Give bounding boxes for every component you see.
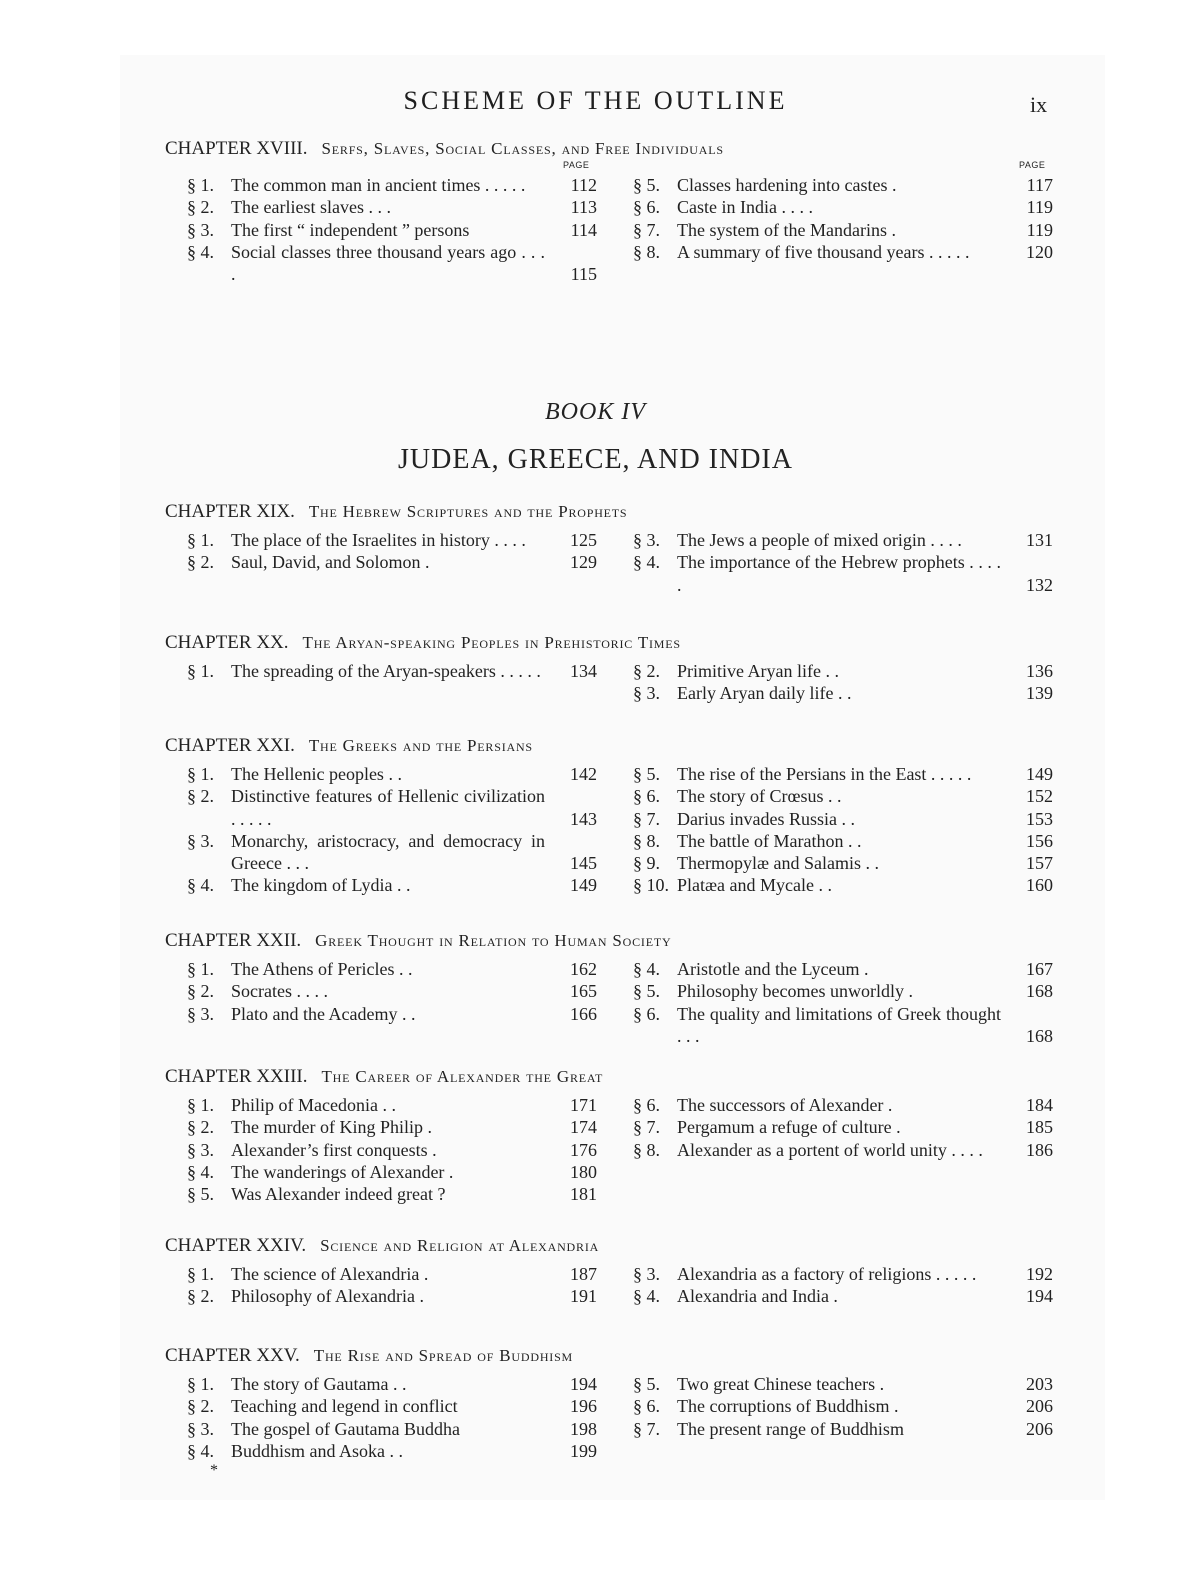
section-page: 157 xyxy=(1026,853,1053,874)
section-page: 153 xyxy=(1026,808,1053,829)
section-mark: § 1. xyxy=(187,661,214,681)
chapter-number: CHAPTER XVIII. xyxy=(165,138,308,159)
section-mark: § 9. xyxy=(633,853,660,874)
section-mark: § 2. xyxy=(187,1286,214,1307)
section-mark: § 2. xyxy=(187,1117,214,1138)
chapter-number: CHAPTER XXI. xyxy=(165,735,295,756)
section-page: 112 xyxy=(570,175,597,195)
chapter-title: The Aryan-speaking Peoples in Prehistoric Times xyxy=(302,633,681,652)
section-mark: § 6. xyxy=(633,786,660,807)
section-title: The earliest slaves . . . xyxy=(231,197,391,218)
section-page: 129 xyxy=(570,552,597,573)
section-title: The Hellenic peoples . . xyxy=(231,764,402,784)
page-column-label: PAGE xyxy=(1019,160,1046,170)
section-title: Caste in India . . . . xyxy=(677,197,813,218)
chapter-heading xyxy=(165,1343,1065,1369)
section-page: 156 xyxy=(1026,830,1053,851)
section-page: 134 xyxy=(570,661,597,681)
section-title: Saul, David, and Solomon . xyxy=(231,552,430,573)
section-title: The science of Alexandria . xyxy=(231,1264,429,1284)
section-title: The story of Crœsus . . xyxy=(677,786,842,807)
toc-entry xyxy=(633,196,1053,218)
section-mark: § 4. xyxy=(633,552,660,573)
section-page: 145 xyxy=(570,853,597,874)
toc-entry xyxy=(187,1285,597,1307)
section-mark: § 3. xyxy=(187,219,214,240)
toc-entry xyxy=(187,958,597,980)
toc-entry xyxy=(633,1139,1053,1161)
section-page: 180 xyxy=(570,1161,597,1182)
toc-column-left xyxy=(187,1094,597,1205)
toc-entry xyxy=(633,785,1053,807)
section-mark: § 1. xyxy=(187,1374,214,1394)
section-title: The battle of Marathon . . xyxy=(677,830,862,851)
toc-entry xyxy=(187,830,597,875)
section-title: Alexandria and India . xyxy=(677,1286,838,1307)
toc-entry xyxy=(633,980,1053,1002)
section-page: 119 xyxy=(1026,197,1053,218)
section-mark: § 3. xyxy=(187,830,214,851)
section-mark: § 1. xyxy=(187,1264,214,1284)
toc-entry xyxy=(633,763,1053,785)
section-title: Alexander’s first conquests . xyxy=(231,1139,437,1160)
section-page: 194 xyxy=(570,1374,597,1394)
section-title: The corruptions of Buddhism . xyxy=(677,1396,899,1417)
section-page: 149 xyxy=(570,875,597,896)
toc-entry xyxy=(633,174,1053,196)
toc-entry xyxy=(187,874,597,896)
toc-column-right xyxy=(633,958,1053,1047)
section-page: 194 xyxy=(1026,1286,1053,1307)
chapter-number: CHAPTER XXV. xyxy=(165,1345,300,1366)
section-mark: § 1. xyxy=(187,175,214,195)
toc-entry xyxy=(187,980,597,1002)
section-page: 142 xyxy=(570,764,597,784)
section-page: 168 xyxy=(1026,981,1053,1002)
section-title: The present range of Buddhism xyxy=(677,1418,904,1439)
section-title: Two great Chinese teachers . xyxy=(677,1374,885,1394)
section-title: The first “ independent ” persons xyxy=(231,219,470,240)
section-mark: § 6. xyxy=(633,1396,660,1417)
toc-entry xyxy=(633,529,1053,551)
toc-entry xyxy=(633,1373,1053,1395)
section-page: 174 xyxy=(570,1117,597,1138)
chapter-title: Serfs, Slaves, Social Classes, and Free Individuals xyxy=(321,139,724,158)
chapter-number: CHAPTER XXIII. xyxy=(165,1066,308,1087)
section-page: 171 xyxy=(570,1095,597,1115)
section-mark: § 5. xyxy=(633,981,660,1002)
section-title: Alexandria as a factory of religions . . . . . xyxy=(677,1264,977,1284)
section-title: The Jews a people of mixed origin . . . . xyxy=(677,530,962,550)
section-title: The murder of King Philip . xyxy=(231,1117,432,1138)
chapter-heading xyxy=(165,733,1065,759)
book-title: JUDEA, GREECE, AND INDIA xyxy=(398,444,793,475)
section-mark: § 2. xyxy=(187,197,214,218)
section-mark: § 3. xyxy=(187,1003,214,1024)
section-mark: § 8. xyxy=(633,241,660,262)
section-mark: § 1. xyxy=(187,764,214,784)
section-title: The story of Gautama . . xyxy=(231,1374,407,1394)
toc-column-left xyxy=(187,174,597,285)
toc-column-left xyxy=(187,529,597,574)
section-title: The rise of the Persians in the East . . . . . xyxy=(677,764,972,784)
section-page: 119 xyxy=(1026,219,1053,240)
section-mark: § 4. xyxy=(633,959,660,979)
toc-entry xyxy=(187,1003,597,1025)
chapter-title: The Greeks and the Persians xyxy=(308,736,533,755)
section-mark: § 5. xyxy=(633,764,660,784)
section-title: Plato and the Academy . . xyxy=(231,1003,416,1024)
chapter-section xyxy=(165,928,1065,1046)
chapter-section xyxy=(165,499,1065,595)
section-page: 113 xyxy=(570,197,597,218)
section-title: Thermopylæ and Salamis . . xyxy=(677,853,879,874)
toc-column-right xyxy=(633,174,1053,263)
section-title: Primitive Aryan life . . xyxy=(677,661,839,681)
section-mark: § 4. xyxy=(187,1161,214,1182)
section-title: Platæa and Mycale . . xyxy=(677,875,832,896)
section-page: 143 xyxy=(570,808,597,829)
section-mark: § 3. xyxy=(187,1139,214,1160)
toc-entry xyxy=(187,1263,597,1285)
section-page: 168 xyxy=(1026,1025,1053,1046)
toc-column-left xyxy=(187,1263,597,1308)
section-page: 117 xyxy=(1026,175,1053,195)
section-page: 125 xyxy=(570,530,597,550)
book-label: BOOK IV xyxy=(545,399,646,425)
section-title: The gospel of Gautama Buddha xyxy=(231,1418,460,1439)
chapter-title: The Career of Alexander the Great xyxy=(321,1067,604,1086)
section-page: 199 xyxy=(570,1440,597,1461)
section-page: 196 xyxy=(570,1396,597,1417)
toc-entry xyxy=(187,1373,597,1395)
section-page: 162 xyxy=(570,959,597,979)
section-page: 206 xyxy=(1026,1396,1053,1417)
chapter-section xyxy=(165,136,1065,285)
section-title: The common man in ancient times . . . . . xyxy=(231,175,526,195)
chapter-heading xyxy=(165,630,1065,656)
section-title: Aristotle and the Lyceum . xyxy=(677,959,869,979)
section-page: 120 xyxy=(1026,241,1053,262)
section-mark: § 10. xyxy=(633,875,669,896)
chapter-title: Science and Religion at Alexandria xyxy=(320,1236,600,1255)
section-title: A summary of five thousand years . . . . . xyxy=(677,241,970,262)
toc-entry xyxy=(187,529,597,551)
toc-entry xyxy=(187,1418,597,1440)
toc-entry xyxy=(187,1116,597,1138)
section-page: 114 xyxy=(570,219,597,240)
chapter-heading xyxy=(165,928,1065,954)
section-page: 192 xyxy=(1026,1264,1053,1284)
section-mark: § 1. xyxy=(187,530,214,550)
section-mark: § 5. xyxy=(633,1374,660,1394)
toc-column-right xyxy=(633,529,1053,596)
section-title: Philosophy becomes unworldly . xyxy=(677,981,913,1002)
toc-entry xyxy=(633,1003,1053,1048)
section-title: Pergamum a refuge of culture . xyxy=(677,1117,901,1138)
section-page: 203 xyxy=(1026,1374,1053,1394)
section-mark: § 6. xyxy=(633,1003,660,1024)
section-mark: § 2. xyxy=(187,786,214,807)
chapter-section xyxy=(165,1064,1065,1205)
toc-entry xyxy=(633,808,1053,830)
toc-entry xyxy=(633,660,1053,682)
chapter-number: CHAPTER XXII. xyxy=(165,930,302,951)
section-mark: § 2. xyxy=(633,661,660,681)
toc-entry xyxy=(633,1094,1053,1116)
toc-entry xyxy=(633,1263,1053,1285)
section-title: The wanderings of Alexander . xyxy=(231,1161,454,1182)
section-mark: § 5. xyxy=(187,1184,214,1205)
section-title: Social classes three thousand years ago . . . . xyxy=(231,241,545,285)
toc-column-right xyxy=(633,1373,1053,1440)
toc-entry xyxy=(633,830,1053,852)
toc-entry xyxy=(187,1440,597,1462)
section-mark: § 2. xyxy=(187,981,214,1002)
chapter-section xyxy=(165,1233,1065,1307)
toc-entry xyxy=(187,1395,597,1417)
section-mark: § 2. xyxy=(187,1396,214,1417)
toc-entry xyxy=(633,958,1053,980)
section-mark: § 2. xyxy=(187,552,214,573)
section-page: 115 xyxy=(570,264,597,285)
section-page: 160 xyxy=(1026,875,1053,896)
section-title: The quality and limitations of Greek thought . . . xyxy=(677,1003,1001,1046)
section-mark: § 4. xyxy=(633,1286,660,1307)
toc-column-left xyxy=(187,1373,597,1462)
section-page: 132 xyxy=(1026,574,1053,595)
section-page: 149 xyxy=(1026,764,1053,784)
section-page: 187 xyxy=(570,1264,597,1284)
section-title: The place of the Israelites in history . . . . xyxy=(231,530,526,550)
toc-entry xyxy=(187,660,597,682)
chapter-number: CHAPTER XIX. xyxy=(165,501,295,522)
section-title: The system of the Mandarins . xyxy=(677,219,896,240)
chapter-heading xyxy=(165,1064,1065,1090)
chapter-title: The Rise and Spread of Buddhism xyxy=(313,1346,574,1365)
section-page: 166 xyxy=(570,1003,597,1024)
toc-entry xyxy=(187,174,597,196)
section-title: The Athens of Pericles . . xyxy=(231,959,413,979)
page-number: ix xyxy=(1030,92,1048,117)
section-page: 131 xyxy=(1026,530,1053,550)
section-title: Classes hardening into castes . xyxy=(677,175,897,195)
section-mark: § 7. xyxy=(633,808,660,829)
chapter-number: CHAPTER XX. xyxy=(165,632,289,653)
toc-entry xyxy=(187,763,597,785)
section-title: Socrates . . . . xyxy=(231,981,328,1002)
toc-entry xyxy=(187,1161,597,1183)
toc-entry xyxy=(633,1418,1053,1440)
section-mark: § 3. xyxy=(633,683,660,704)
section-page: 184 xyxy=(1026,1095,1053,1115)
section-title: The kingdom of Lydia . . xyxy=(231,875,411,896)
chapter-number: CHAPTER XXIV. xyxy=(165,1235,307,1256)
section-title: The spreading of the Aryan-speakers . . . . . xyxy=(231,661,541,681)
chapter-heading xyxy=(165,136,1065,162)
toc-entry xyxy=(633,551,1053,596)
chapter-section xyxy=(165,733,1065,896)
toc-column-left xyxy=(187,660,597,682)
chapter-title: Greek Thought in Relation to Human Society xyxy=(315,931,672,950)
section-mark: § 6. xyxy=(633,1095,660,1115)
section-page: 152 xyxy=(1026,786,1053,807)
toc-column-left xyxy=(187,958,597,1025)
toc-column-right xyxy=(633,1094,1053,1161)
section-page: 165 xyxy=(570,981,597,1002)
section-page: 136 xyxy=(1026,661,1053,681)
section-mark: § 1. xyxy=(187,1095,214,1115)
section-title: The importance of the Hebrew prophets . . . . . xyxy=(677,552,1001,595)
toc-entry xyxy=(187,241,597,286)
chapter-heading xyxy=(165,499,1065,525)
section-title: Alexander as a portent of world unity . . . . xyxy=(677,1139,983,1160)
section-mark: § 3. xyxy=(633,530,660,550)
chapter-title: The Hebrew Scriptures and the Prophets xyxy=(308,502,628,521)
section-mark: § 1. xyxy=(187,959,214,979)
section-mark: § 4. xyxy=(187,1440,214,1461)
toc-entry xyxy=(187,1094,597,1116)
section-page: 198 xyxy=(570,1418,597,1439)
section-mark: § 3. xyxy=(187,1418,214,1439)
toc-entry xyxy=(187,196,597,218)
toc-entry xyxy=(633,219,1053,241)
section-title: Darius invades Russia . . xyxy=(677,808,855,829)
section-mark: § 7. xyxy=(633,219,660,240)
section-title: Distinctive features of Hellenic civilization . . . . . xyxy=(231,786,545,829)
section-page: 206 xyxy=(1026,1418,1053,1439)
toc-entry xyxy=(633,682,1053,704)
section-mark: § 4. xyxy=(187,241,214,262)
page-label-row xyxy=(165,162,1065,174)
toc-entry xyxy=(633,1395,1053,1417)
toc-entry xyxy=(187,219,597,241)
toc-column-left xyxy=(187,763,597,897)
section-title: Early Aryan daily life . . xyxy=(677,683,852,704)
toc-entry xyxy=(187,785,597,830)
section-page: 186 xyxy=(1026,1139,1053,1160)
section-page: 181 xyxy=(570,1184,597,1205)
section-title: Philip of Macedonia . . xyxy=(231,1095,396,1115)
section-title: Teaching and legend in conflict xyxy=(231,1396,458,1417)
section-mark: § 7. xyxy=(633,1117,660,1138)
section-mark: § 6. xyxy=(633,197,660,218)
toc-column-right xyxy=(633,1263,1053,1308)
section-title: The successors of Alexander . xyxy=(677,1095,893,1115)
toc-entry xyxy=(633,1116,1053,1138)
section-page: 139 xyxy=(1026,683,1053,704)
toc-entry xyxy=(187,551,597,573)
toc-entry xyxy=(187,1139,597,1161)
section-title: Buddhism and Asoka . . xyxy=(231,1440,404,1461)
chapter-heading xyxy=(165,1233,1065,1259)
chapter-section xyxy=(165,1343,1065,1461)
toc-column-right xyxy=(633,763,1053,897)
section-mark: § 8. xyxy=(633,830,660,851)
chapter-section xyxy=(165,630,1065,704)
toc-entry xyxy=(633,874,1053,896)
section-title: Monarchy, aristocracy, and democracy in Greece . . . xyxy=(231,830,545,874)
section-page: 191 xyxy=(570,1286,597,1307)
toc-entry xyxy=(633,852,1053,874)
section-title: Was Alexander indeed great ? xyxy=(231,1184,446,1205)
section-page: 167 xyxy=(1026,959,1053,979)
toc-entry xyxy=(187,1183,597,1205)
section-mark: § 3. xyxy=(633,1264,660,1284)
section-title: Philosophy of Alexandria . xyxy=(231,1286,424,1307)
section-page: 176 xyxy=(570,1139,597,1160)
toc-entry xyxy=(633,1285,1053,1307)
toc-entry xyxy=(633,241,1053,263)
page-column-label: PAGE xyxy=(563,160,590,170)
section-page: 185 xyxy=(1026,1117,1053,1138)
section-mark: § 8. xyxy=(633,1139,660,1160)
section-mark: § 4. xyxy=(187,875,214,896)
section-mark: § 7. xyxy=(633,1418,660,1439)
toc-column-right xyxy=(633,660,1053,705)
running-title: SCHEME OF THE OUTLINE xyxy=(403,86,788,115)
footnote-mark: * xyxy=(210,1462,218,1479)
section-mark: § 5. xyxy=(633,175,660,195)
